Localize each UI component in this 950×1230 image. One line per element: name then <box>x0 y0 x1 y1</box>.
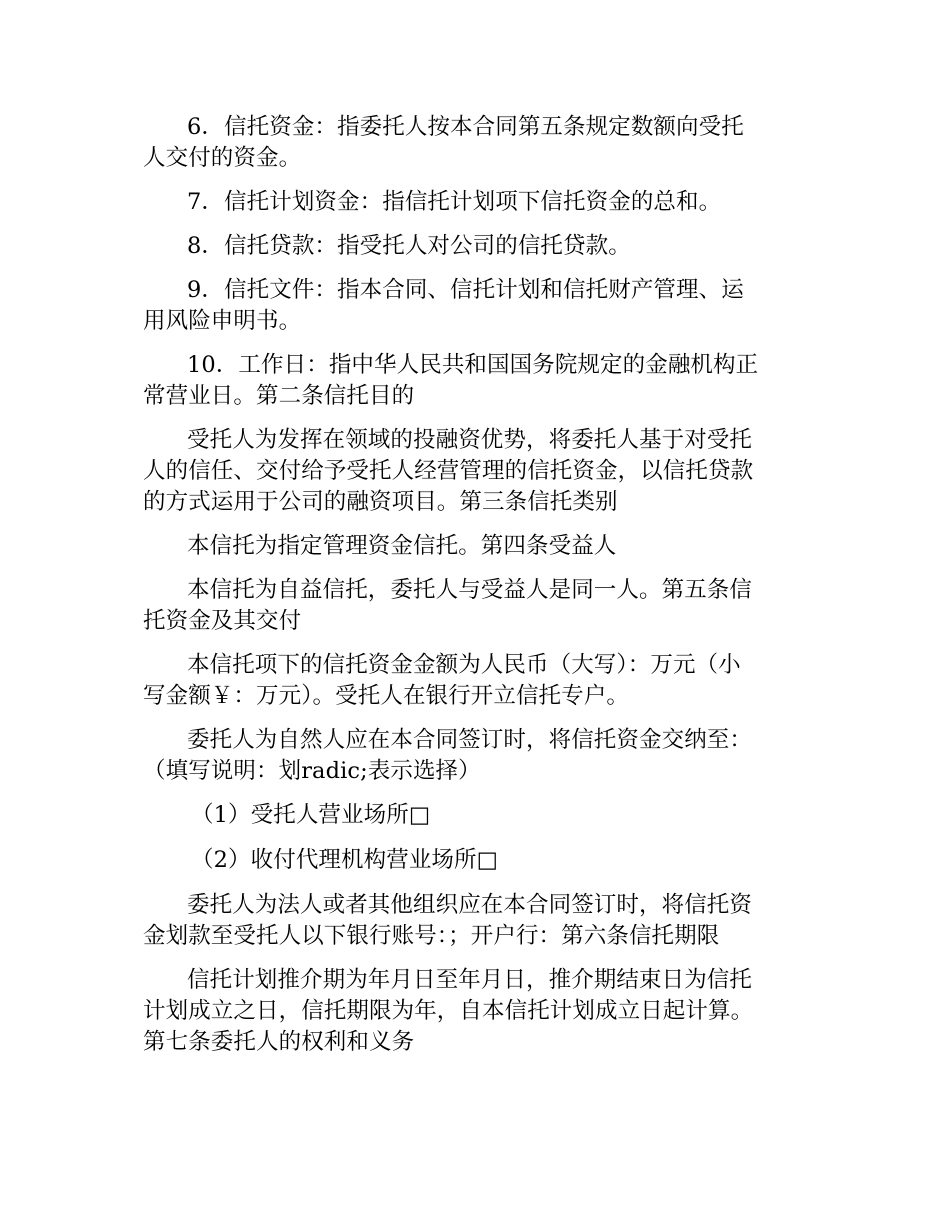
paragraph-natural-person-payment <box>143 725 813 787</box>
paragraph-trust-term <box>143 965 813 1058</box>
text-line: 本信托为指定管理资金信托。第四条受益人 <box>187 533 617 559</box>
paragraph-item-8 <box>143 231 813 262</box>
text-line: 本信托项下的信托资金金额为人民币（大写）：万元（小 <box>187 652 741 678</box>
text-line: 信托计划推介期为年月日至年月日，推介期结束日为信托 <box>187 967 753 993</box>
text-line: 10．工作日：指中华人民共和国国务院规定的金融机构正 <box>187 352 759 378</box>
text-line: 8．信托贷款：指受托人对公司的信托贷款。 <box>187 233 631 259</box>
paragraph-item-10 <box>143 350 813 412</box>
text-line: 金划款至受托人以下银行账号：；开户行：第六条信托期限 <box>143 923 720 949</box>
text-line: 用风险申明书。 <box>143 308 302 334</box>
text-line: 的方式运用于公司的融资项目。第三条信托类别 <box>143 489 618 515</box>
text-line: 人交付的资金。 <box>143 145 302 171</box>
text-line: 人的信任、交付给予受托人经营管理的信托资金，以信托贷款 <box>143 458 754 484</box>
text-line: 本信托为自益信托，委托人与受益人是同一人。第五条信 <box>187 577 753 603</box>
text-line: 第七条委托人的权利和义务 <box>143 1029 415 1055</box>
text-line: 受托人为发挥在领域的投融资优势，将委托人基于对受托 <box>187 427 753 453</box>
text-line: 9．信托文件：指本合同、信托计划和信托财产管理、运 <box>187 277 744 303</box>
text-line: 常营业日。第二条信托目的 <box>143 383 415 409</box>
text-line: 托资金及其交付 <box>143 608 302 634</box>
text-line: 写金额￥：万元）。受托人在银行开立信托专户。 <box>143 683 629 709</box>
paragraph-item-6 <box>143 112 813 174</box>
paragraph-trust-type <box>143 531 813 562</box>
option-trustee-office <box>143 800 813 831</box>
document-page <box>143 112 813 1071</box>
text-line: （填写说明：划radic;表示选择） <box>143 758 481 784</box>
paragraph-beneficiary <box>143 575 813 637</box>
checkbox-option-label[interactable]: （1）受托人营业场所□ <box>191 802 431 828</box>
paragraph-trust-purpose <box>143 425 813 518</box>
checkbox-option-label[interactable]: （2）收付代理机构营业场所□ <box>191 847 498 873</box>
paragraph-trust-amount <box>143 650 813 712</box>
text-line: 计划成立之日，信托期限为年，自本信托计划成立日起计算。 <box>143 998 754 1024</box>
paragraph-item-9 <box>143 275 813 337</box>
text-line: 委托人为法人或者其他组织应在本合同签订时，将信托资 <box>187 892 753 918</box>
paragraph-legal-person-payment <box>143 890 813 952</box>
text-line: 6．信托资金：指委托人按本合同第五条规定数额向受托 <box>187 114 744 140</box>
option-agency-office <box>143 845 813 876</box>
paragraph-item-7 <box>143 187 813 218</box>
text-line: 7．信托计划资金：指信托计划项下信托资金的总和。 <box>187 189 722 215</box>
text-line: 委托人为自然人应在本合同签订时，将信托资金交纳至： <box>187 727 753 753</box>
